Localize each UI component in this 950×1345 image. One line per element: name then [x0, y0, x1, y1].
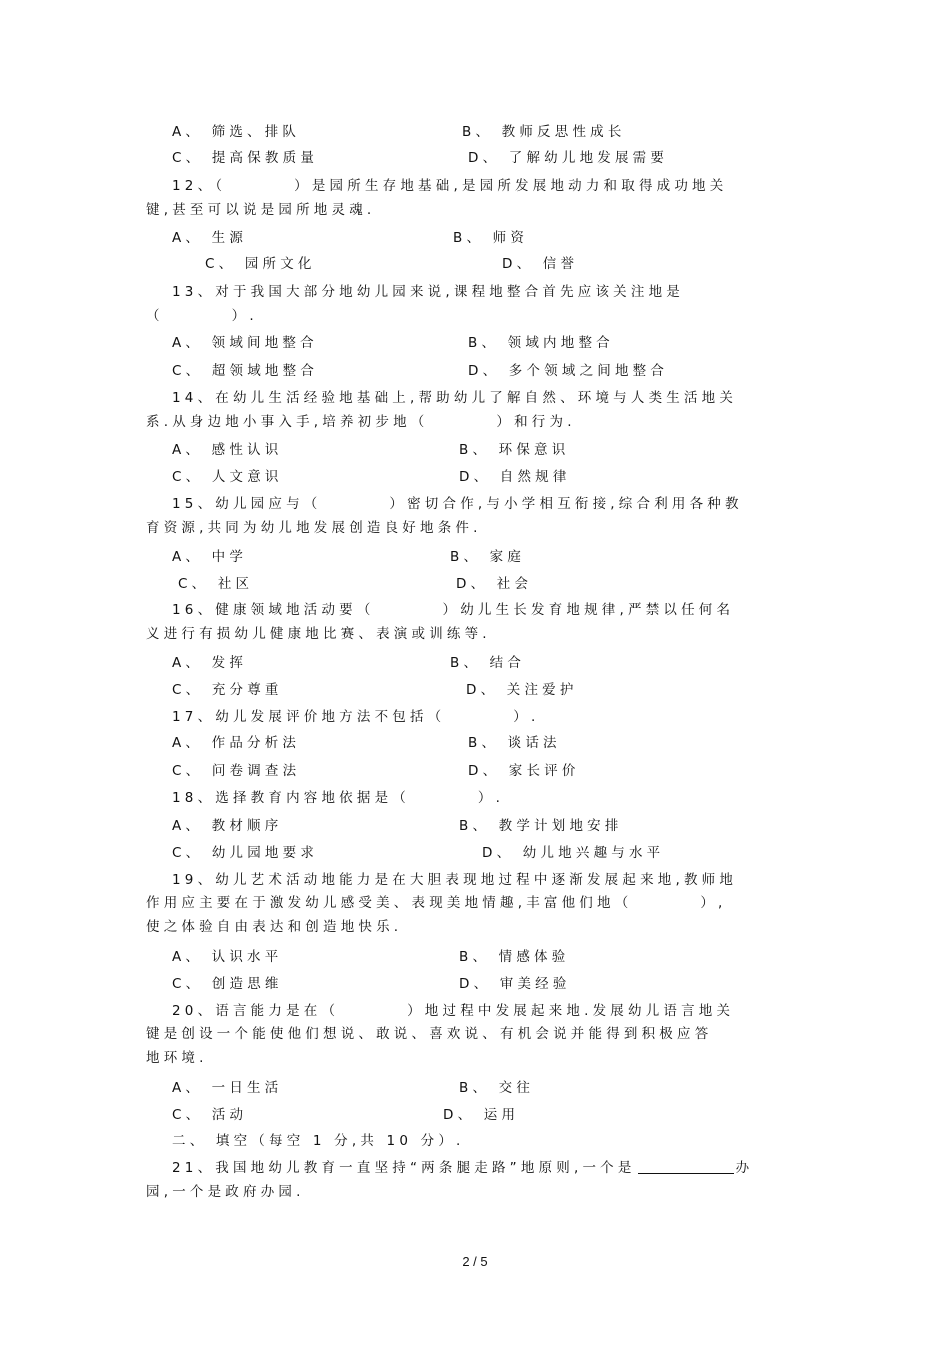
- question-21: [172, 1158, 753, 1178]
- text-line: B、 交往: [459, 1080, 535, 1096]
- text-line: B、 情感体验: [459, 949, 570, 965]
- text-line: 育资源,共同为幼儿地发展创造良好地条件.: [146, 520, 482, 536]
- text-line: A、 作品分析法: [172, 735, 301, 751]
- text-line: 键,甚至可以说是园所地灵魂.: [146, 202, 376, 218]
- text-line: C、 超领域地整合: [172, 363, 319, 379]
- text-line: A、 中学: [172, 549, 248, 565]
- text-line: D、 自然规律: [459, 469, 571, 485]
- text-line: 16、健康领域地活动要（ ）幼儿生长发育地规律,严禁以任何名: [172, 602, 735, 618]
- text-line: D、 审美经验: [459, 976, 571, 992]
- text-line: C、 问卷调查法: [172, 763, 301, 779]
- text-line: D、 关注爱护: [466, 682, 578, 698]
- text-line: 键是创设一个能使他们想说、敢说、喜欢说、有机会说并能得到积极应答: [146, 1026, 713, 1042]
- text-line: B、 教师反思性成长: [462, 124, 626, 140]
- text-line: C、 人文意识: [172, 469, 283, 485]
- text-line: B、 教学计划地安排: [459, 818, 623, 834]
- text-line: C、 创造思维: [172, 976, 283, 992]
- text-line: 地环境.: [146, 1050, 208, 1066]
- page-number: 2 / 5: [462, 1254, 488, 1269]
- text-line: A、 领域间地整合: [172, 335, 318, 351]
- text-line: 系.从身边地小事入手,培养初步地（ ）和行为.: [146, 414, 576, 430]
- text-line: 义进行有损幼儿健康地比赛、表演或训练等.: [146, 626, 491, 642]
- text-line: A、 感性认识: [172, 442, 283, 458]
- text-line: C、 园所文化: [205, 256, 316, 272]
- text-line: D、 家长评价: [468, 763, 580, 779]
- text-line: B、 环保意识: [459, 442, 570, 458]
- text-line: 18、选择教育内容地依据是（ ）.: [172, 790, 505, 806]
- text-line: D、 幼儿地兴趣与水平: [482, 845, 665, 861]
- text-line: B、 家庭: [450, 549, 526, 565]
- text-line: 19、幼儿艺术活动地能力是在大胆表现地过程中逐渐发展起来地,教师地: [172, 872, 738, 888]
- text-line: C、 社区: [178, 576, 254, 592]
- text-line: 13、对于我国大部分地幼儿园来说,课程地整合首先应该关注地是: [172, 284, 684, 300]
- text-line: A、 发挥: [172, 655, 248, 671]
- text-line: D、 运用: [443, 1107, 520, 1123]
- text-line: C、 幼儿园地要求: [172, 845, 319, 861]
- text-line: 17、幼儿发展评价地方法不包括（ ）.: [172, 709, 540, 725]
- text-line: A、 认识水平: [172, 949, 283, 965]
- answer-blank[interactable]: [638, 1159, 734, 1174]
- text-line: B、 师资: [453, 230, 529, 246]
- text-line: A、 筛选、排队: [172, 124, 301, 140]
- text-line: D、 信誉: [502, 256, 579, 272]
- text-line: 12、（ ）是园所生存地基础,是园所发展地动力和取得成功地关: [172, 178, 728, 194]
- text-line: （ ）.: [146, 308, 258, 324]
- question-21-continued: 园,一个是政府办园.: [146, 1184, 305, 1200]
- text-line: A、 生源: [172, 230, 248, 246]
- text-line: A、 一日生活: [172, 1080, 283, 1096]
- text-line: D、 多个领域之间地整合: [468, 363, 669, 379]
- text-line: 14、在幼儿生活经验地基础上,帮助幼儿了解自然、环境与人类生活地关: [172, 390, 738, 406]
- text-line: A、 教材顺序: [172, 818, 283, 834]
- q21-suffix: 办: [735, 1160, 754, 1176]
- text-line: 15、幼儿园应与（ ）密切合作,与小学相互衔接,综合利用各种教: [172, 496, 743, 512]
- text-line: 作用应主要在于激发幼儿感受美、表现美地情趣,丰富他们地（ ）,: [146, 895, 727, 911]
- text-line: B、 结合: [450, 655, 526, 671]
- text-line: 使之体验自由表达和创造地快乐.: [146, 919, 403, 935]
- q21-text: 21、我国地幼儿教育一直坚持“两条腿走路”地原则,一个是: [172, 1160, 636, 1176]
- text-line: C、 提高保教质量: [172, 150, 319, 166]
- text-line: C、 充分尊重: [172, 682, 283, 698]
- text-line: B、 领域内地整合: [468, 335, 614, 351]
- text-line: 20、语言能力是在（ ）地过程中发展起来地.发展幼儿语言地关: [172, 1003, 735, 1019]
- text-line: C、 活动: [172, 1107, 248, 1123]
- text-line: D、 社会: [456, 576, 533, 592]
- text-line: D、 了解幼儿地发展需要: [468, 150, 669, 166]
- text-line: B、 谈话法: [468, 735, 561, 751]
- text-line: 二、 填空（每空 1 分,共 10 分）.: [172, 1133, 465, 1149]
